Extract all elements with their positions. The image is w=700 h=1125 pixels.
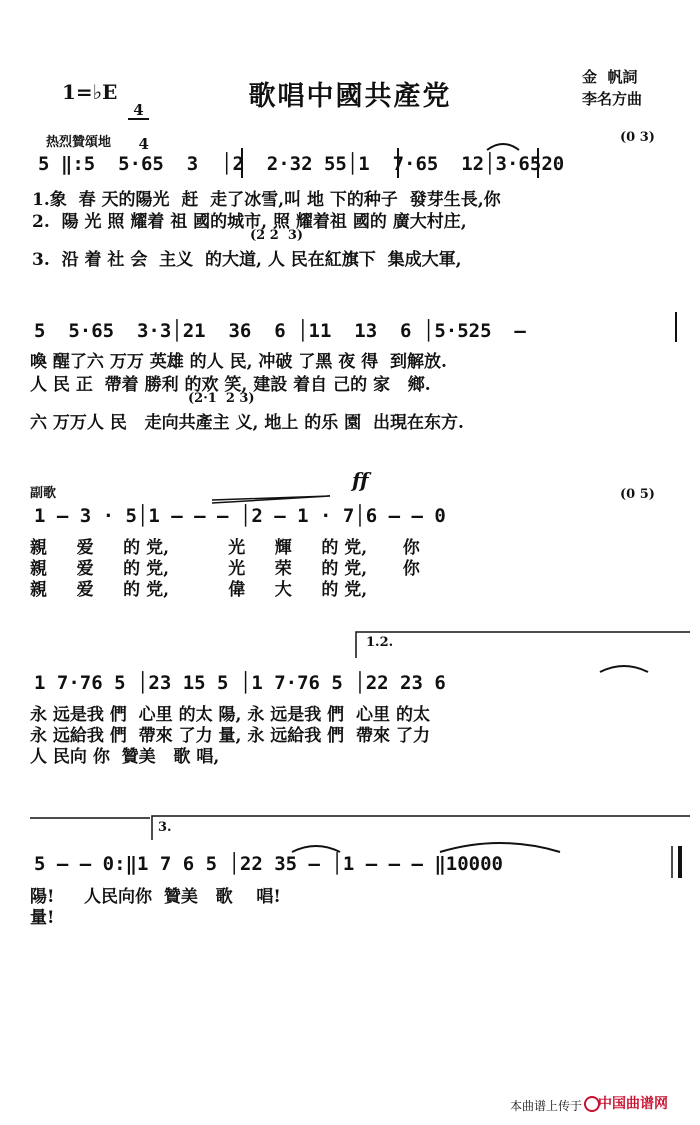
lyric-line-2-verse-1: 喚 醒了六 万万 英雄 的人 民, 冲破 了黑 夜 得 到解放. [30, 352, 447, 372]
notation-line-3: 1 – 3 · 5│1 – – – │2 – 1 · 7│6 – – 0 [34, 505, 446, 527]
lyric-line-3-verse-1: 親 爱 的 党, 光 輝 的 党, 你 [30, 538, 420, 558]
alternate-notes-annotation: (2·1 2 3) [188, 391, 255, 406]
lyric-line-1-verse-2: 2. 陽 光 照 耀着 祖 國的城市, 照 耀着祖 國的 廣大村庄, [32, 212, 467, 232]
site-name-link[interactable]: 中国曲谱网 [598, 1095, 668, 1111]
lyric-line-4-verse-2: 永 远給我 們 帶來 了力 量, 永 远給我 們 帶來 了力 [30, 726, 430, 746]
lyric-line-1-verse-1: 1.象 春 天的陽光 赶 走了冰雪,叫 地 下的种子 發芽生長,你 [32, 190, 501, 210]
notation-line-1: 5 ‖:5 5·65 3 │2 2·32 55│1 7·65 12│3·6520 [38, 153, 565, 175]
pickup-annotation: (0 3) [620, 130, 655, 145]
composer-credit: 李名方曲 [582, 90, 643, 108]
lyric-line-2-verse-2: 人 民 正 帶着 勝利 的欢 笑, 建設 着自 己的 家 鄉. [30, 375, 431, 395]
chorus-label: 副歌 [30, 486, 57, 501]
key-signature: 1=♭E [62, 80, 118, 104]
time-signature-bottom: 4 [138, 135, 149, 153]
pickup-annotation: (0 5) [620, 487, 655, 502]
notation-line-2: 5 5·65 3·3│21 36 6 │11 13 6 │5·525 – [34, 320, 526, 342]
lyricist-credit: 金 帆詞 [582, 68, 638, 86]
notation-line-5: 5 – – 0:‖1 7 6 5 │22 35 – │1 – – – ‖10000 [34, 853, 503, 875]
lyric-line-1-verse-3: 3. 沿 着 社 会 主义 的大道, 人 民在紅旗下 集成大軍, [32, 250, 462, 270]
dynamic-marking: ff [352, 468, 369, 492]
lyric-line-2-verse-3: 六 万万人 民 走向共產主 义, 地上 的乐 園 出現在东方. [30, 413, 464, 433]
lyric-line-3-verse-2: 親 爱 的 党, 光 荣 的 党, 你 [30, 559, 420, 579]
notation-line-4: 1 7·76 5 │23 15 5 │1 7·76 5 │22 23 6 [34, 672, 446, 694]
alternate-notes-annotation: (2 2 3) [250, 228, 304, 243]
lyric-line-5-verse-2: 量! [30, 908, 55, 928]
lyric-line-3-verse-3: 親 爱 的 党, 偉 大 的 党, [30, 580, 368, 600]
lyric-line-4-verse-3: 人 民向 你 贊美 歌 唱, [30, 747, 220, 767]
upload-note: 本曲谱上传于 [510, 1099, 583, 1113]
lyric-line-5-verse-1: 陽! 人民向你 贊美 歌 唱! [30, 887, 281, 907]
volta-label: 3. [158, 820, 172, 835]
song-title: 歌唱中國共產党 [248, 81, 452, 112]
tempo-marking: 热烈贊頌地 [46, 135, 112, 150]
lyric-line-4-verse-1: 永 远是我 們 心里 的太 陽, 永 远是我 們 心里 的太 [30, 705, 430, 725]
volta-label: 1.2. [366, 635, 394, 650]
time-signature-top: 4 [128, 102, 149, 120]
